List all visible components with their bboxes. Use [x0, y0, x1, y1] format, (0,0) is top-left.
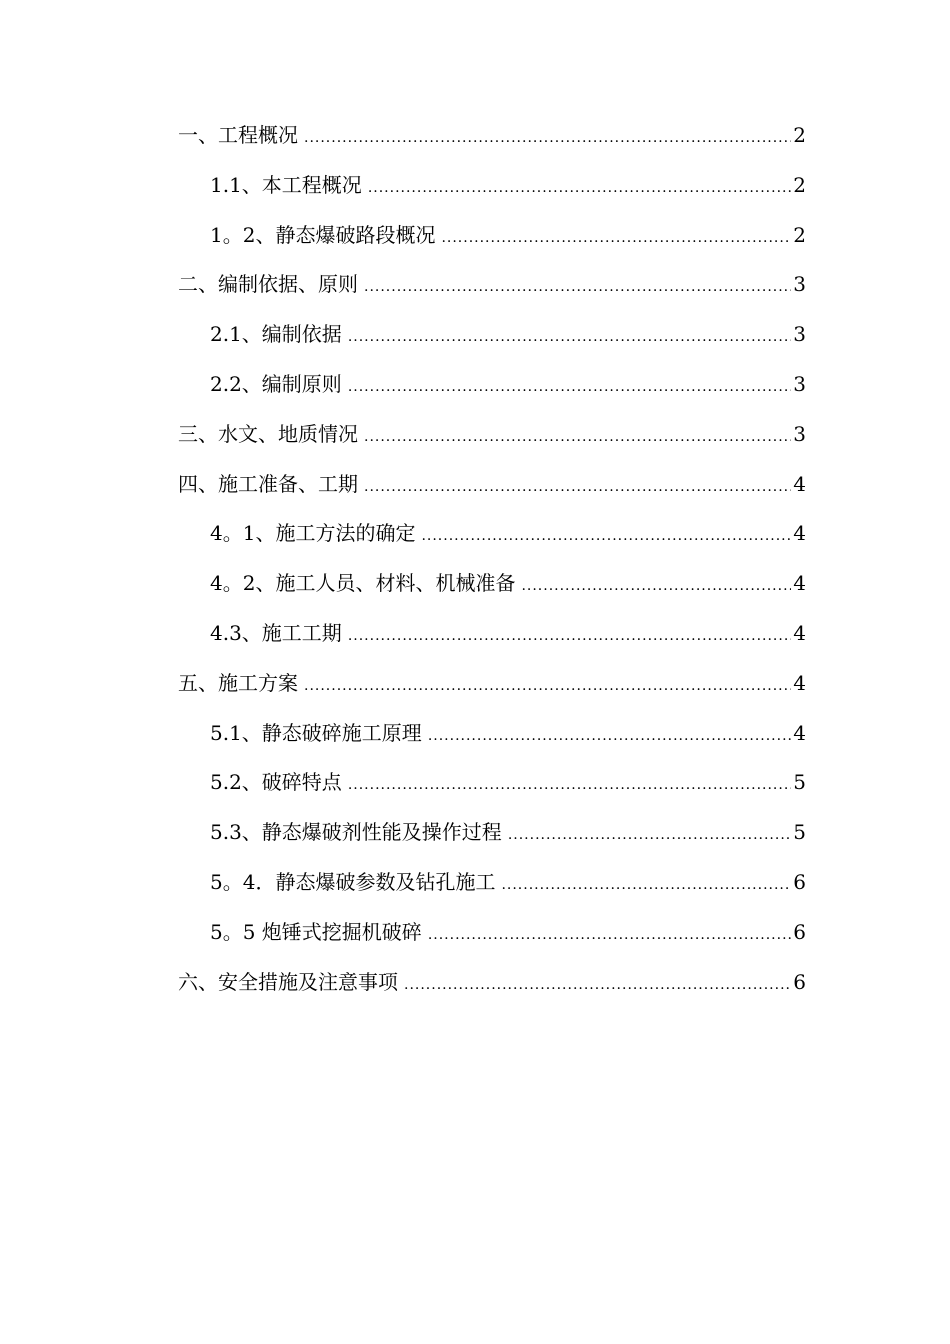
toc-entry-4-2[interactable] — [178, 559, 806, 609]
toc-dot-leader — [364, 463, 791, 513]
toc-entry-title: 4.3、施工工期 — [210, 620, 342, 645]
toc-entry-5-1[interactable] — [178, 709, 806, 759]
toc-entry-4[interactable] — [178, 460, 806, 510]
toc-entry-page: 5 — [793, 770, 806, 795]
toc-entry-title: 六、安全措施及注意事项 — [178, 969, 398, 994]
toc-entry-title: 5。5 炮锤式挖掘机破碎 — [210, 919, 422, 944]
toc-entry-1-1[interactable] — [178, 161, 806, 211]
toc-entry-page: 2 — [793, 123, 806, 147]
toc-entry-2-2[interactable] — [178, 360, 806, 410]
toc-entry-page: 4 — [793, 571, 806, 596]
toc-entry-page: 2 — [793, 172, 806, 197]
toc-entry-4-1[interactable] — [178, 509, 806, 559]
toc-entry-title: 5。4．静态爆破参数及钻孔施工 — [210, 869, 496, 894]
toc-entry-page: 5 — [793, 820, 806, 845]
toc-entry-page: 3 — [793, 272, 806, 297]
toc-entry-title: 四、施工准备、工期 — [178, 471, 358, 496]
toc-entry-title: 5.3、静态爆破剂性能及操作过程 — [210, 820, 502, 845]
toc-entry-title: 一、工程概况 — [178, 123, 298, 147]
toc-dot-leader — [348, 612, 791, 662]
toc-entry-5-4[interactable] — [178, 858, 806, 908]
toc-entry-page: 6 — [793, 969, 806, 994]
toc-entry-5-5[interactable] — [178, 908, 806, 958]
toc-entry-2-1[interactable] — [178, 310, 806, 360]
toc-dot-leader — [304, 114, 791, 164]
toc-entry-title: 4。2、施工人员、材料、机械准备 — [210, 571, 516, 596]
toc-dot-leader — [521, 562, 791, 612]
toc-entry-page: 4 — [793, 720, 806, 745]
toc-entry-page: 3 — [793, 421, 806, 446]
toc-entry-page: 6 — [793, 869, 806, 894]
toc-entry-page: 4 — [793, 620, 806, 645]
toc-entry-5-2[interactable] — [178, 758, 806, 808]
toc-entry-2[interactable] — [178, 260, 806, 310]
toc-dot-leader — [364, 413, 791, 463]
toc-dot-leader — [428, 911, 791, 961]
toc-dot-leader — [508, 811, 791, 861]
toc-entry-title: 5.1、静态破碎施工原理 — [210, 720, 422, 745]
toc-entry-page: 3 — [793, 322, 806, 347]
toc-dot-leader — [421, 512, 791, 562]
toc-dot-leader — [348, 363, 791, 413]
toc-dot-leader — [404, 961, 791, 1011]
toc-dot-leader — [348, 761, 791, 811]
toc-entry-title: 2.1、编制依据 — [210, 322, 342, 347]
toc-entry-title: 1。2、静态爆破路段概况 — [210, 222, 436, 247]
toc-entry-page: 4 — [793, 670, 806, 695]
toc-entry-page: 3 — [793, 371, 806, 396]
toc-entry-title: 三、水文、地质情况 — [178, 421, 358, 446]
toc-entry-title: 五、施工方案 — [178, 670, 298, 695]
toc-entry-1-2[interactable] — [178, 211, 806, 261]
toc-entry-title: 二、编制依据、原则 — [178, 272, 358, 297]
toc-dot-leader — [368, 164, 791, 214]
toc-entry-6[interactable] — [178, 958, 806, 1008]
toc-dot-leader — [364, 263, 791, 313]
toc-entry-page: 4 — [793, 521, 806, 546]
toc-dot-leader — [348, 313, 791, 363]
toc-entry-title: 2.2、编制原则 — [210, 371, 342, 396]
toc-entry-5-3[interactable] — [178, 808, 806, 858]
toc-entry-3[interactable] — [178, 410, 806, 460]
toc-entry-page: 6 — [793, 919, 806, 944]
toc-dot-leader — [428, 712, 791, 762]
toc-entry-5[interactable] — [178, 659, 806, 709]
toc-dot-leader — [501, 861, 791, 911]
toc-entry-page: 4 — [793, 471, 806, 496]
toc-entry-title: 1.1、本工程概况 — [210, 172, 362, 197]
table-of-contents — [178, 111, 806, 1007]
toc-entry-page: 2 — [793, 222, 806, 247]
toc-entry-4-3[interactable] — [178, 609, 806, 659]
toc-entry-title: 4。1、施工方法的确定 — [210, 521, 416, 546]
toc-dot-leader — [304, 662, 791, 712]
toc-dot-leader — [441, 214, 791, 264]
toc-entry-title: 5.2、破碎特点 — [210, 770, 342, 795]
toc-entry-1[interactable] — [178, 111, 806, 161]
